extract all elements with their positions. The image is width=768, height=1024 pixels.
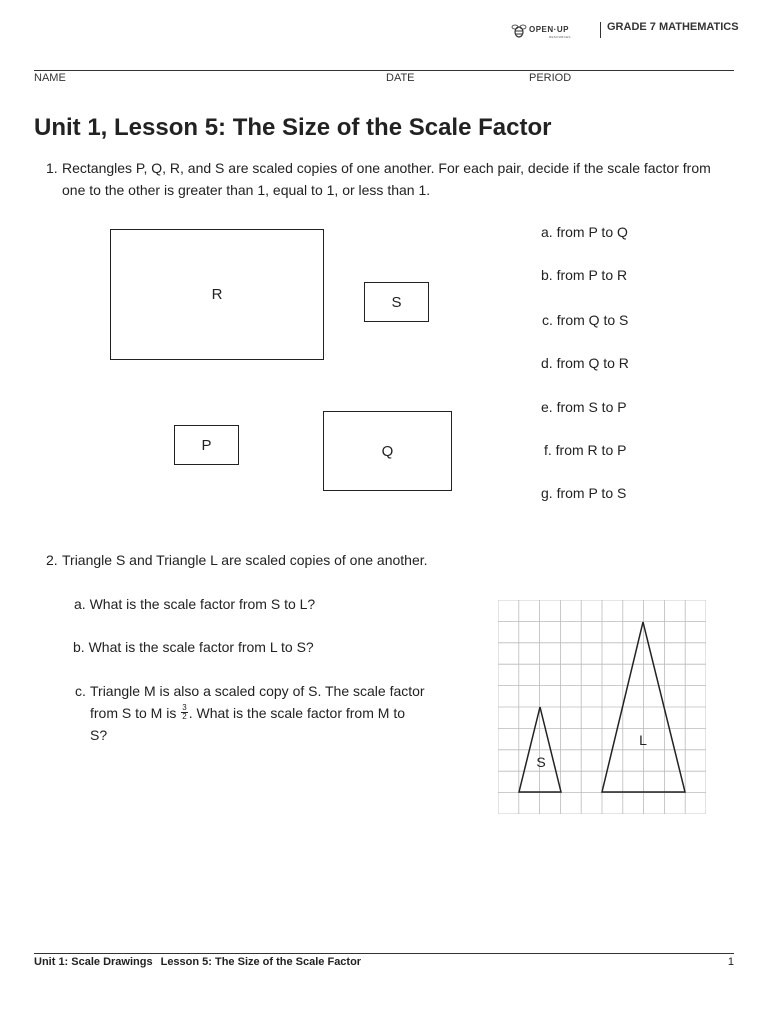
rectangle-r: [110, 229, 324, 360]
rectangle-s-label: S: [391, 293, 402, 311]
q1-part-e: e. from S to P: [541, 399, 627, 415]
rectangle-q-label: Q: [381, 442, 394, 460]
q2-part-c-label: c.: [75, 683, 86, 699]
fraction-three-halves: [181, 704, 187, 721]
name-label: NAME: [34, 72, 66, 84]
footer-rule: [34, 953, 734, 954]
logo-subtext: RESOURCES: [549, 35, 571, 39]
triangle-grid: [498, 600, 706, 814]
footer-text: [34, 956, 361, 968]
q2-part-a: a. What is the scale factor from S to L?: [74, 596, 316, 612]
rectangle-r-label: R: [211, 286, 223, 303]
open-up-logo: [511, 23, 591, 41]
q2-part-c-text2: from S to M is: [90, 705, 177, 721]
q1-part-c: c. from Q to S: [542, 312, 629, 328]
header-separator: [600, 22, 601, 38]
rectangle-p: [174, 425, 239, 465]
rectangle-p-label: P: [201, 436, 212, 454]
triangle-l-label: L: [639, 732, 647, 748]
page-number: 1: [727, 956, 734, 968]
period-label: PERIOD: [529, 72, 572, 84]
q2-part-c-line2: [90, 702, 450, 724]
triangle-s-label: S: [536, 754, 546, 770]
course-label: GRADE 7 MATHEMATICS: [607, 21, 739, 33]
date-label: DATE: [386, 72, 415, 84]
q1-part-d: d. from Q to R: [541, 355, 629, 371]
fraction-denominator: 2: [182, 711, 187, 721]
q2-part-c-line3: S?: [90, 727, 108, 743]
rectangle-q: [323, 411, 452, 491]
q1-part-f: f. from R to P: [544, 442, 627, 458]
rectangle-s: [364, 282, 429, 322]
question-2-number: 2.: [46, 552, 58, 568]
q2-part-c-text3: . What is the scale factor from M to: [188, 705, 405, 721]
question-1-text: Rectangles P, Q, R, and S are scaled copies of one another. For each pair, decide if the scale factor from one to the other is greater than 1, equal to 1, or less than 1.: [62, 160, 711, 198]
footer-lesson: Lesson 5: The Size of the Scale Factor: [160, 956, 362, 968]
question-1-number: 1.: [46, 160, 58, 176]
q1-part-a: a. from P to Q: [541, 224, 628, 240]
header-rule: [34, 70, 734, 71]
footer-unit: Unit 1: Scale Drawings: [34, 956, 153, 968]
logo-text: OPEN·UP: [529, 25, 569, 34]
page-title: Unit 1, Lesson 5: The Size of the Scale Factor: [34, 114, 552, 141]
q1-part-b: b. from P to R: [541, 267, 628, 283]
q1-part-g: g. from P to S: [541, 485, 627, 501]
fraction-numerator: 3: [182, 702, 187, 712]
q2-part-c-line1: Triangle M is also a scaled copy of S. The scale factor: [90, 683, 425, 699]
q2-part-c: [90, 680, 450, 746]
bee-icon: [511, 23, 527, 39]
question-2-text: Triangle S and Triangle L are scaled copies of one another.: [62, 552, 428, 568]
q2-part-b: b. What is the scale factor from L to S?: [73, 639, 314, 655]
